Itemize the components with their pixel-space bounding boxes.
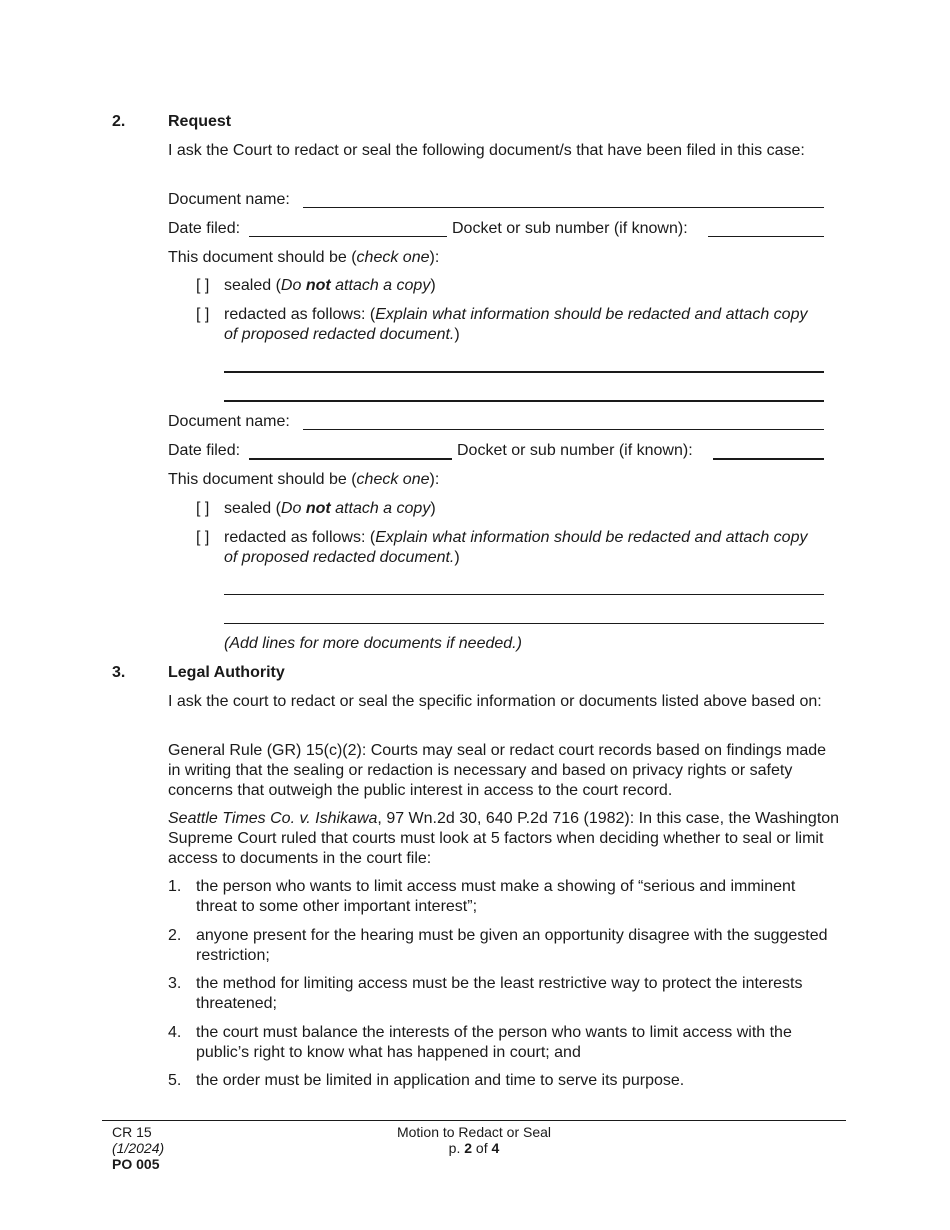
- doc1-redaction-line-2[interactable]: [224, 400, 824, 402]
- factor-4-text: the court must balance the interests of the person who wants to limit access with the public’s right to know what has happened in court; and: [196, 1024, 792, 1061]
- doc2-date-label: Date filed:: [168, 442, 241, 459]
- section-2-title: Request: [168, 113, 232, 130]
- doc1-name-field[interactable]: [303, 207, 824, 208]
- doc2-name-field[interactable]: [303, 429, 824, 430]
- section-2-intro: I ask the Court to redact or seal the following document/s that have been filed in this case:: [168, 142, 805, 159]
- factor-5-number: 5.: [168, 1072, 182, 1089]
- case-name: Seattle Times Co. v. Ishikawa: [168, 810, 378, 827]
- gr-paragraph: General Rule (GR) 15(c)(2): Courts may seal or redact court records based on findings made in writing that the sealing or redaction is necessary and based on privacy rights or safety concerns that outweigh the public interest in access to the court record.: [168, 742, 827, 799]
- section-3-number: 3.: [112, 664, 126, 681]
- section-3-title: Legal Authority: [168, 664, 285, 681]
- doc1-sealed-label: sealed (Do not attach a copy): [224, 277, 436, 294]
- doc2-redaction-line-1[interactable]: [224, 594, 824, 595]
- factor-2-number: 2.: [168, 927, 182, 944]
- factor-2-text: anyone present for the hearing must be given an opportunity disagree with the suggested restriction;: [196, 927, 828, 964]
- factor-1-number: 1.: [168, 878, 182, 895]
- doc1-name-label: Document name:: [168, 191, 290, 208]
- factor-5-text: the order must be limited in application and time to serve its purpose.: [196, 1072, 685, 1089]
- doc2-name-label: Document name:: [168, 413, 290, 430]
- doc1-date-field[interactable]: [249, 236, 447, 237]
- doc1-redacted-label: redacted as follows: (Explain what information should be redacted and attach copy of proposed redacted document.): [224, 306, 808, 343]
- doc2-should-be: This document should be (check one):: [168, 471, 440, 488]
- factor-3-number: 3.: [168, 975, 182, 992]
- doc2-redaction-line-2[interactable]: [224, 623, 824, 624]
- doc2-sealed-label: sealed (Do not attach a copy): [224, 500, 436, 517]
- doc2-date-field[interactable]: [249, 458, 452, 460]
- footer-title: Motion to Redact or Seal: [396, 1124, 552, 1140]
- factor-3-text: the method for limiting access must be the least restrictive way to protect the interests threatened;: [196, 975, 803, 1012]
- doc2-redacted-label: redacted as follows: (Explain what information should be redacted and attach copy of proposed redacted document.): [224, 529, 808, 566]
- doc2-docket-field[interactable]: [713, 458, 824, 460]
- doc1-date-label: Date filed:: [168, 220, 241, 237]
- section-3-intro: I ask the court to redact or seal the specific information or documents listed above based on:: [168, 693, 822, 710]
- footer-page-number: p. 2 of 4: [448, 1140, 500, 1156]
- section-2-number: 2.: [112, 113, 126, 130]
- factor-4-number: 4.: [168, 1024, 182, 1041]
- doc1-docket-label: Docket or sub number (if known):: [452, 220, 688, 237]
- doc1-sealed-checkbox[interactable]: [ ]: [196, 277, 210, 294]
- doc1-redaction-line-1[interactable]: [224, 371, 824, 373]
- factor-1-text: the person who wants to limit access must make a showing of “serious and imminent threat to some other important interest”;: [196, 878, 796, 915]
- doc2-redacted-checkbox[interactable]: [ ]: [196, 529, 210, 546]
- doc1-docket-field[interactable]: [708, 236, 824, 237]
- add-lines-note: (Add lines for more documents if needed.): [224, 635, 522, 652]
- doc1-should-be: This document should be (check one):: [168, 249, 440, 266]
- footer-divider: [102, 1120, 846, 1121]
- footer-date: (1/2024): [112, 1140, 165, 1156]
- doc2-docket-label: Docket or sub number (if known):: [457, 442, 693, 459]
- doc2-sealed-checkbox[interactable]: [ ]: [196, 500, 210, 517]
- doc1-redacted-checkbox[interactable]: [ ]: [196, 306, 210, 323]
- footer-form-id: PO 005: [112, 1156, 160, 1172]
- case-paragraph: Seattle Times Co. v. Ishikawa, 97 Wn.2d 30, 640 P.2d 716 (1982): In this case, the Washington Supreme Court ruled that courts must look at 5 factors when deciding whether to seal or limit access to documents in the court file:: [168, 810, 840, 867]
- footer-form-code: CR 15: [112, 1124, 152, 1140]
